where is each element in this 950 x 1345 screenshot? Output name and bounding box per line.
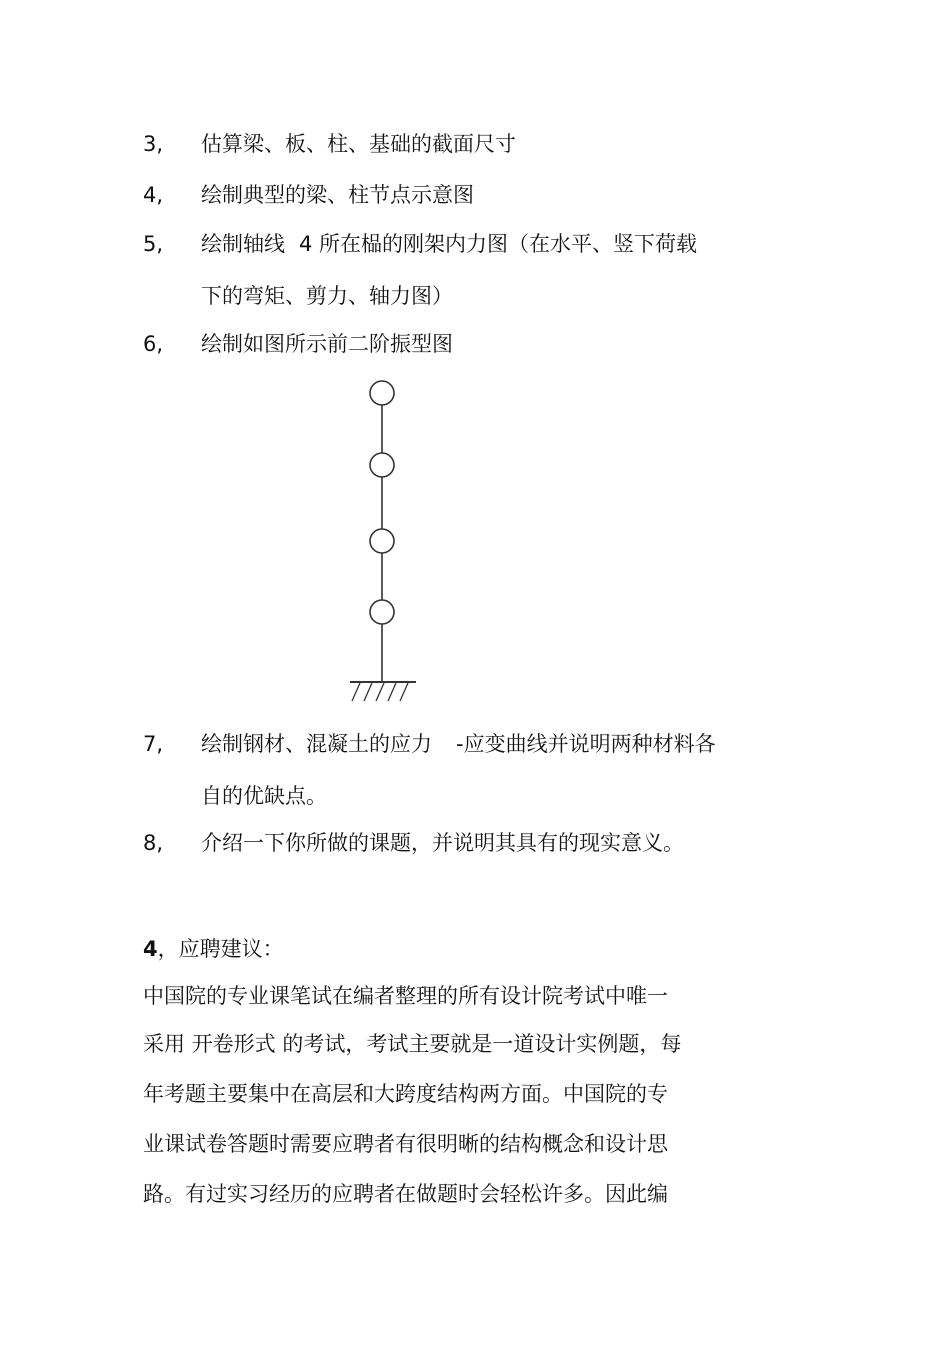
item-number: 8, bbox=[143, 831, 164, 855]
section-title: ，应聘建议： bbox=[157, 937, 284, 961]
item-text: 绘制典型的梁、柱节点示意图 bbox=[201, 183, 474, 207]
mass-node bbox=[370, 529, 394, 553]
paragraph-text: 的考试，考试主要就是一道设计实例题，每 bbox=[282, 1032, 682, 1056]
item-text: 绘制如图所示前二阶振型图 bbox=[201, 332, 453, 356]
cantilever-mass-model-icon bbox=[340, 372, 430, 712]
mass-node bbox=[370, 600, 394, 624]
paragraph-line: 路。有过实习经历的应聘者在做题时会轻松许多。因此编 bbox=[143, 1182, 668, 1206]
paragraph-line: 业课试卷答题时需要应聘者有很明晰的结构概念和设计思 bbox=[143, 1132, 668, 1156]
fixed-support-hatch bbox=[352, 683, 408, 701]
item-text-part-a: 绘制轴线 bbox=[201, 232, 285, 256]
section-heading bbox=[143, 933, 284, 963]
paragraph-emphasis: 开卷形式 bbox=[191, 1032, 276, 1056]
item-continuation: 下的弯矩、剪力、轴力图） bbox=[201, 284, 453, 308]
section-number: 4 bbox=[143, 937, 158, 961]
paragraph-text: 采用 bbox=[143, 1032, 185, 1056]
item-text bbox=[201, 734, 716, 755]
item-text-part-b: 4 所在榀的刚架内力图（在水平、竖下荷载 bbox=[299, 232, 698, 256]
item-number: 4, bbox=[143, 183, 164, 207]
item-continuation: 自的优缺点。 bbox=[201, 784, 327, 808]
item-text-part-b: -应变曲线并说明两种材料各 bbox=[456, 732, 716, 756]
item-number: 7, bbox=[143, 732, 164, 756]
paragraph-line: 年考题主要集中在高层和大跨度结构两方面。中国院的专 bbox=[143, 1082, 668, 1106]
item-text: 介绍一下你所做的课题，并说明其具有的现实意义。 bbox=[201, 831, 684, 855]
mass-node bbox=[370, 381, 394, 405]
mass-node bbox=[370, 453, 394, 477]
item-text-part-a: 绘制钢材、混凝土的应力 bbox=[201, 732, 432, 756]
paragraph-line: 中国院的专业课笔试在编者整理的所有设计院考试中唯一 bbox=[143, 984, 668, 1008]
item-text bbox=[201, 234, 697, 255]
paragraph-line bbox=[143, 1028, 681, 1058]
item-number: 5, bbox=[143, 232, 164, 256]
item-number: 6, bbox=[143, 332, 164, 356]
item-text: 估算梁、板、柱、基础的截面尺寸 bbox=[201, 132, 516, 156]
item-number: 3, bbox=[143, 132, 164, 156]
